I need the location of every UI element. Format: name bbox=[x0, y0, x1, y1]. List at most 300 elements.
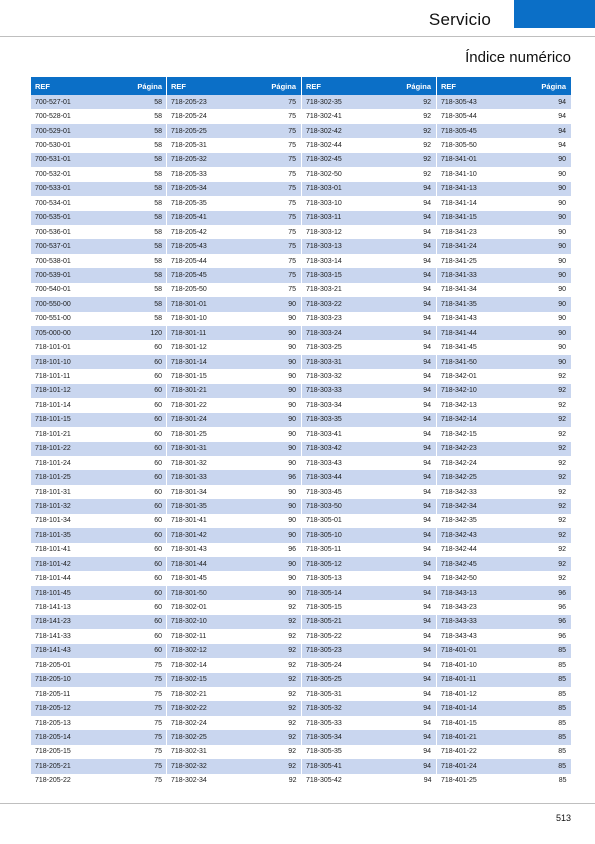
table-row bbox=[167, 571, 301, 585]
page-cell: 92 bbox=[369, 124, 436, 138]
ref-cell: 700-537-01 bbox=[31, 239, 99, 253]
ref-cell: 718-303-35 bbox=[302, 413, 369, 427]
ref-cell: 718-343-33 bbox=[437, 615, 504, 629]
ref-cell: 718-101-31 bbox=[31, 485, 99, 499]
table-row bbox=[167, 413, 301, 427]
ref-cell: 718-305-11 bbox=[302, 543, 369, 557]
table-row bbox=[302, 254, 436, 268]
table-row bbox=[167, 283, 301, 297]
ref-cell: 700-531-01 bbox=[31, 153, 99, 167]
table-row bbox=[167, 340, 301, 354]
ref-cell: 718-401-22 bbox=[437, 745, 504, 759]
ref-cell: 718-401-12 bbox=[437, 687, 504, 701]
ref-cell: 718-305-10 bbox=[302, 528, 369, 542]
page-cell: 92 bbox=[234, 774, 301, 788]
table-row bbox=[31, 687, 166, 701]
ref-cell: 700-551-00 bbox=[31, 312, 99, 326]
ref-cell: 700-529-01 bbox=[31, 124, 99, 138]
table-row bbox=[437, 297, 571, 311]
table-row bbox=[167, 499, 301, 513]
table-row bbox=[167, 470, 301, 484]
page-cell: 92 bbox=[369, 109, 436, 123]
page-cell: 94 bbox=[369, 355, 436, 369]
table-row bbox=[437, 745, 571, 759]
ref-cell: 718-301-32 bbox=[167, 456, 234, 470]
page-cell: 92 bbox=[504, 413, 571, 427]
ref-cell: 718-341-50 bbox=[437, 355, 504, 369]
page-cell: 60 bbox=[99, 485, 167, 499]
page-cell: 60 bbox=[99, 470, 167, 484]
ref-cell: 718-341-33 bbox=[437, 268, 504, 282]
ref-cell: 718-205-21 bbox=[31, 759, 99, 773]
page-cell: 60 bbox=[99, 456, 167, 470]
page-cell: 92 bbox=[504, 427, 571, 441]
table-row bbox=[167, 398, 301, 412]
page-cell: 90 bbox=[234, 312, 301, 326]
page-cell: 60 bbox=[99, 600, 167, 614]
page-cell: 94 bbox=[369, 774, 436, 788]
table-row bbox=[167, 196, 301, 210]
ref-cell: 718-303-21 bbox=[302, 283, 369, 297]
ref-cell: 700-533-01 bbox=[31, 182, 99, 196]
ref-cell: 718-305-25 bbox=[302, 673, 369, 687]
ref-cell: 718-301-42 bbox=[167, 528, 234, 542]
ref-cell: 718-205-33 bbox=[167, 167, 234, 181]
page-cell: 94 bbox=[369, 730, 436, 744]
table-row bbox=[31, 528, 166, 542]
table-row bbox=[167, 586, 301, 600]
page-cell: 75 bbox=[234, 196, 301, 210]
ref-cell: 700-536-01 bbox=[31, 225, 99, 239]
ref-cell: 718-302-42 bbox=[302, 124, 369, 138]
page-cell: 58 bbox=[99, 297, 167, 311]
table-row bbox=[302, 312, 436, 326]
table-row bbox=[31, 239, 166, 253]
ref-cell: 718-342-50 bbox=[437, 571, 504, 585]
page-cell: 90 bbox=[504, 225, 571, 239]
ref-cell: 718-302-15 bbox=[167, 673, 234, 687]
page-cell: 94 bbox=[369, 571, 436, 585]
page-cell: 90 bbox=[504, 211, 571, 225]
page-cell: 92 bbox=[504, 528, 571, 542]
page-cell: 85 bbox=[504, 644, 571, 658]
ref-cell: 718-305-44 bbox=[437, 109, 504, 123]
ref-cell: 718-342-13 bbox=[437, 398, 504, 412]
ref-cell: 718-305-23 bbox=[302, 644, 369, 658]
ref-cell: 718-301-11 bbox=[167, 326, 234, 340]
table-row bbox=[302, 153, 436, 167]
ref-cell: 718-303-14 bbox=[302, 254, 369, 268]
table-row bbox=[31, 283, 166, 297]
header-row bbox=[31, 77, 166, 95]
page-cell: 60 bbox=[99, 571, 167, 585]
table-row bbox=[437, 456, 571, 470]
page-cell: 94 bbox=[369, 413, 436, 427]
table-row bbox=[31, 153, 166, 167]
ref-cell: 718-101-24 bbox=[31, 456, 99, 470]
page-cell: 94 bbox=[369, 687, 436, 701]
ref-cell: 718-302-44 bbox=[302, 138, 369, 152]
ref-cell: 718-303-22 bbox=[302, 297, 369, 311]
ref-cell: 718-301-25 bbox=[167, 427, 234, 441]
ref-cell: 718-305-13 bbox=[302, 571, 369, 585]
page-cell: 58 bbox=[99, 109, 167, 123]
table-row bbox=[31, 586, 166, 600]
ref-cell: 718-305-35 bbox=[302, 745, 369, 759]
page-header: Página bbox=[369, 77, 436, 95]
page-cell: 90 bbox=[234, 384, 301, 398]
page-cell: 60 bbox=[99, 384, 167, 398]
ref-cell: 700-550-00 bbox=[31, 297, 99, 311]
ref-cell: 718-303-43 bbox=[302, 456, 369, 470]
table-row bbox=[302, 225, 436, 239]
ref-cell: 718-401-10 bbox=[437, 658, 504, 672]
ref-cell: 718-342-24 bbox=[437, 456, 504, 470]
page-cell: 60 bbox=[99, 340, 167, 354]
table-row bbox=[437, 730, 571, 744]
ref-cell: 718-303-11 bbox=[302, 211, 369, 225]
table-row bbox=[167, 658, 301, 672]
ref-cell: 718-302-50 bbox=[302, 167, 369, 181]
page-cell: 92 bbox=[369, 95, 436, 109]
ref-cell: 700-534-01 bbox=[31, 196, 99, 210]
table-row bbox=[302, 196, 436, 210]
page-cell: 60 bbox=[99, 355, 167, 369]
table-row bbox=[437, 543, 571, 557]
page-cell: 58 bbox=[99, 95, 167, 109]
table-row bbox=[302, 95, 436, 109]
page-cell: 85 bbox=[504, 673, 571, 687]
ref-cell: 718-301-41 bbox=[167, 514, 234, 528]
page-cell: 90 bbox=[234, 571, 301, 585]
table-row bbox=[167, 557, 301, 571]
ref-cell: 718-301-21 bbox=[167, 384, 234, 398]
page-cell: 75 bbox=[99, 658, 167, 672]
page-cell: 60 bbox=[99, 543, 167, 557]
page-cell: 94 bbox=[369, 456, 436, 470]
table-row bbox=[31, 701, 166, 715]
ref-cell: 718-205-24 bbox=[167, 109, 234, 123]
page-cell: 90 bbox=[504, 268, 571, 282]
ref-cell: 718-301-14 bbox=[167, 355, 234, 369]
ref-cell: 718-305-31 bbox=[302, 687, 369, 701]
page-cell: 58 bbox=[99, 182, 167, 196]
ref-cell: 718-301-45 bbox=[167, 571, 234, 585]
page-cell: 94 bbox=[369, 369, 436, 383]
table-row bbox=[31, 571, 166, 585]
ref-cell: 718-101-15 bbox=[31, 413, 99, 427]
ref-cell: 718-303-13 bbox=[302, 239, 369, 253]
page-cell: 94 bbox=[369, 283, 436, 297]
table-row bbox=[302, 427, 436, 441]
ref-cell: 718-205-14 bbox=[31, 730, 99, 744]
page-cell: 75 bbox=[234, 138, 301, 152]
table-row bbox=[167, 153, 301, 167]
page-cell: 92 bbox=[234, 745, 301, 759]
page-cell: 92 bbox=[504, 398, 571, 412]
page-cell: 75 bbox=[99, 745, 167, 759]
ref-cell: 718-303-25 bbox=[302, 340, 369, 354]
page-cell: 94 bbox=[369, 182, 436, 196]
page-cell: 92 bbox=[234, 629, 301, 643]
page-cell: 94 bbox=[369, 629, 436, 643]
page-cell: 90 bbox=[234, 427, 301, 441]
table-row bbox=[31, 355, 166, 369]
page-cell: 58 bbox=[99, 153, 167, 167]
page-cell: 75 bbox=[234, 211, 301, 225]
ref-cell: 718-301-12 bbox=[167, 340, 234, 354]
page-cell: 92 bbox=[369, 153, 436, 167]
table-row bbox=[302, 716, 436, 730]
table-row bbox=[302, 543, 436, 557]
ref-cell: 718-302-35 bbox=[302, 95, 369, 109]
table-row bbox=[31, 326, 166, 340]
ref-cell: 718-101-35 bbox=[31, 528, 99, 542]
ref-cell: 718-301-35 bbox=[167, 499, 234, 513]
table-row bbox=[167, 774, 301, 788]
table-row bbox=[302, 615, 436, 629]
ref-cell: 718-342-15 bbox=[437, 427, 504, 441]
table-row bbox=[167, 673, 301, 687]
table-row bbox=[31, 369, 166, 383]
table-row bbox=[167, 124, 301, 138]
table-row bbox=[437, 398, 571, 412]
table-row bbox=[167, 182, 301, 196]
page-cell: 75 bbox=[99, 673, 167, 687]
page-cell: 96 bbox=[234, 470, 301, 484]
ref-cell: 700-532-01 bbox=[31, 167, 99, 181]
page-cell: 75 bbox=[234, 95, 301, 109]
table-row bbox=[437, 109, 571, 123]
index-column-1 bbox=[31, 77, 166, 788]
table-row bbox=[302, 701, 436, 715]
ref-cell: 718-341-10 bbox=[437, 167, 504, 181]
page-cell: 92 bbox=[234, 730, 301, 744]
ref-cell: 718-305-22 bbox=[302, 629, 369, 643]
table-row bbox=[167, 442, 301, 456]
ref-cell: 718-141-33 bbox=[31, 629, 99, 643]
table-row bbox=[437, 658, 571, 672]
table-row bbox=[167, 528, 301, 542]
table-row bbox=[302, 470, 436, 484]
table-row bbox=[31, 211, 166, 225]
header-row bbox=[437, 77, 571, 95]
ref-cell: 718-305-43 bbox=[437, 95, 504, 109]
section-title: Servicio bbox=[428, 10, 491, 29]
table-row bbox=[31, 730, 166, 744]
table-row bbox=[302, 759, 436, 773]
table-row bbox=[437, 340, 571, 354]
ref-cell: 718-341-01 bbox=[437, 153, 504, 167]
ref-cell: 718-302-01 bbox=[167, 600, 234, 614]
page-cell: 90 bbox=[504, 326, 571, 340]
page-cell: 92 bbox=[504, 384, 571, 398]
ref-cell: 718-205-35 bbox=[167, 196, 234, 210]
page-cell: 92 bbox=[504, 369, 571, 383]
page-cell: 58 bbox=[99, 254, 167, 268]
page-cell: 60 bbox=[99, 369, 167, 383]
table-row bbox=[31, 268, 166, 282]
table-row bbox=[31, 673, 166, 687]
table-row bbox=[31, 759, 166, 773]
ref-cell: 718-101-11 bbox=[31, 369, 99, 383]
ref-cell: 718-301-01 bbox=[167, 297, 234, 311]
page-cell: 90 bbox=[504, 182, 571, 196]
table-row bbox=[437, 283, 571, 297]
ref-cell: 718-302-24 bbox=[167, 716, 234, 730]
table-row bbox=[167, 730, 301, 744]
table-row bbox=[31, 499, 166, 513]
page-cell: 75 bbox=[99, 730, 167, 744]
table-row bbox=[302, 413, 436, 427]
table-row bbox=[31, 514, 166, 528]
ref-cell: 700-539-01 bbox=[31, 268, 99, 282]
ref-cell: 718-303-12 bbox=[302, 225, 369, 239]
ref-cell: 718-305-21 bbox=[302, 615, 369, 629]
table-row bbox=[437, 470, 571, 484]
page-cell: 90 bbox=[504, 355, 571, 369]
ref-cell: 718-101-45 bbox=[31, 586, 99, 600]
table-row bbox=[302, 673, 436, 687]
ref-cell: 718-205-34 bbox=[167, 182, 234, 196]
table-row bbox=[167, 745, 301, 759]
page-cell: 94 bbox=[369, 673, 436, 687]
page-cell: 58 bbox=[99, 211, 167, 225]
page-cell: 94 bbox=[369, 514, 436, 528]
ref-header: REF bbox=[437, 77, 504, 95]
table-row bbox=[31, 615, 166, 629]
table-row bbox=[302, 182, 436, 196]
ref-cell: 700-527-01 bbox=[31, 95, 99, 109]
table-row bbox=[167, 167, 301, 181]
page-cell: 90 bbox=[504, 297, 571, 311]
ref-cell: 718-205-44 bbox=[167, 254, 234, 268]
table-row bbox=[167, 456, 301, 470]
page-cell: 94 bbox=[369, 716, 436, 730]
ref-cell: 718-205-11 bbox=[31, 687, 99, 701]
page-cell: 96 bbox=[504, 600, 571, 614]
ref-cell: 718-341-44 bbox=[437, 326, 504, 340]
page-cell: 90 bbox=[234, 456, 301, 470]
table-row bbox=[437, 196, 571, 210]
ref-cell: 718-101-42 bbox=[31, 557, 99, 571]
table-row bbox=[302, 485, 436, 499]
ref-cell: 718-101-34 bbox=[31, 514, 99, 528]
table-row bbox=[31, 557, 166, 571]
table-row bbox=[167, 514, 301, 528]
table-row bbox=[302, 109, 436, 123]
table-row bbox=[437, 528, 571, 542]
ref-cell: 718-205-13 bbox=[31, 716, 99, 730]
page-cell: 94 bbox=[369, 543, 436, 557]
page-cell: 58 bbox=[99, 283, 167, 297]
page-header: Página bbox=[99, 77, 167, 95]
ref-cell: 718-343-43 bbox=[437, 629, 504, 643]
page-cell: 92 bbox=[504, 557, 571, 571]
page-cell: 94 bbox=[369, 644, 436, 658]
table-row bbox=[437, 384, 571, 398]
page-cell: 90 bbox=[234, 485, 301, 499]
ref-cell: 718-305-32 bbox=[302, 701, 369, 715]
ref-cell: 718-341-25 bbox=[437, 254, 504, 268]
ref-header: REF bbox=[31, 77, 99, 95]
ref-cell: 718-342-25 bbox=[437, 470, 504, 484]
table-row bbox=[167, 268, 301, 282]
table-row bbox=[302, 442, 436, 456]
ref-cell: 718-301-10 bbox=[167, 312, 234, 326]
page-cell: 75 bbox=[234, 182, 301, 196]
table-row bbox=[167, 701, 301, 715]
page-cell: 75 bbox=[234, 153, 301, 167]
ref-cell: 718-301-24 bbox=[167, 413, 234, 427]
ref-cell: 718-341-43 bbox=[437, 312, 504, 326]
table-row bbox=[302, 384, 436, 398]
ref-cell: 718-303-15 bbox=[302, 268, 369, 282]
ref-cell: 718-341-23 bbox=[437, 225, 504, 239]
ref-cell: 718-205-45 bbox=[167, 268, 234, 282]
ref-cell: 718-303-44 bbox=[302, 470, 369, 484]
table-row bbox=[31, 384, 166, 398]
table-row bbox=[167, 254, 301, 268]
table-row bbox=[437, 355, 571, 369]
page-cell: 94 bbox=[369, 658, 436, 672]
page-cell: 94 bbox=[504, 109, 571, 123]
table-row bbox=[437, 629, 571, 643]
page-header: Página bbox=[504, 77, 571, 95]
table-row bbox=[31, 716, 166, 730]
table-row bbox=[31, 138, 166, 152]
page-cell: 58 bbox=[99, 124, 167, 138]
ref-cell: 718-305-45 bbox=[437, 124, 504, 138]
table-row bbox=[167, 138, 301, 152]
ref-cell: 718-342-35 bbox=[437, 514, 504, 528]
page-cell: 96 bbox=[504, 615, 571, 629]
page-cell: 94 bbox=[369, 485, 436, 499]
page-cell: 58 bbox=[99, 167, 167, 181]
page-cell: 90 bbox=[234, 355, 301, 369]
page-cell: 90 bbox=[234, 586, 301, 600]
page-cell: 92 bbox=[504, 442, 571, 456]
ref-cell: 718-303-33 bbox=[302, 384, 369, 398]
table-row bbox=[167, 225, 301, 239]
page-cell: 94 bbox=[504, 138, 571, 152]
ref-cell: 718-342-01 bbox=[437, 369, 504, 383]
page-cell: 92 bbox=[504, 470, 571, 484]
table-row bbox=[302, 369, 436, 383]
table-row bbox=[31, 442, 166, 456]
page-cell: 90 bbox=[504, 196, 571, 210]
table-row bbox=[31, 485, 166, 499]
table-row bbox=[31, 297, 166, 311]
page-cell: 94 bbox=[369, 586, 436, 600]
ref-cell: 718-301-22 bbox=[167, 398, 234, 412]
table-row bbox=[302, 586, 436, 600]
table-row bbox=[302, 239, 436, 253]
page-cell: 96 bbox=[234, 543, 301, 557]
page-cell: 92 bbox=[504, 485, 571, 499]
ref-cell: 718-302-41 bbox=[302, 109, 369, 123]
page-cell: 60 bbox=[99, 629, 167, 643]
page-cell: 94 bbox=[369, 239, 436, 253]
ref-cell: 718-401-25 bbox=[437, 774, 504, 788]
page-cell: 96 bbox=[504, 586, 571, 600]
table-row bbox=[167, 644, 301, 658]
ref-cell: 718-205-31 bbox=[167, 138, 234, 152]
page-cell: 85 bbox=[504, 745, 571, 759]
table-row bbox=[437, 138, 571, 152]
table-row bbox=[302, 340, 436, 354]
page-cell: 94 bbox=[369, 196, 436, 210]
